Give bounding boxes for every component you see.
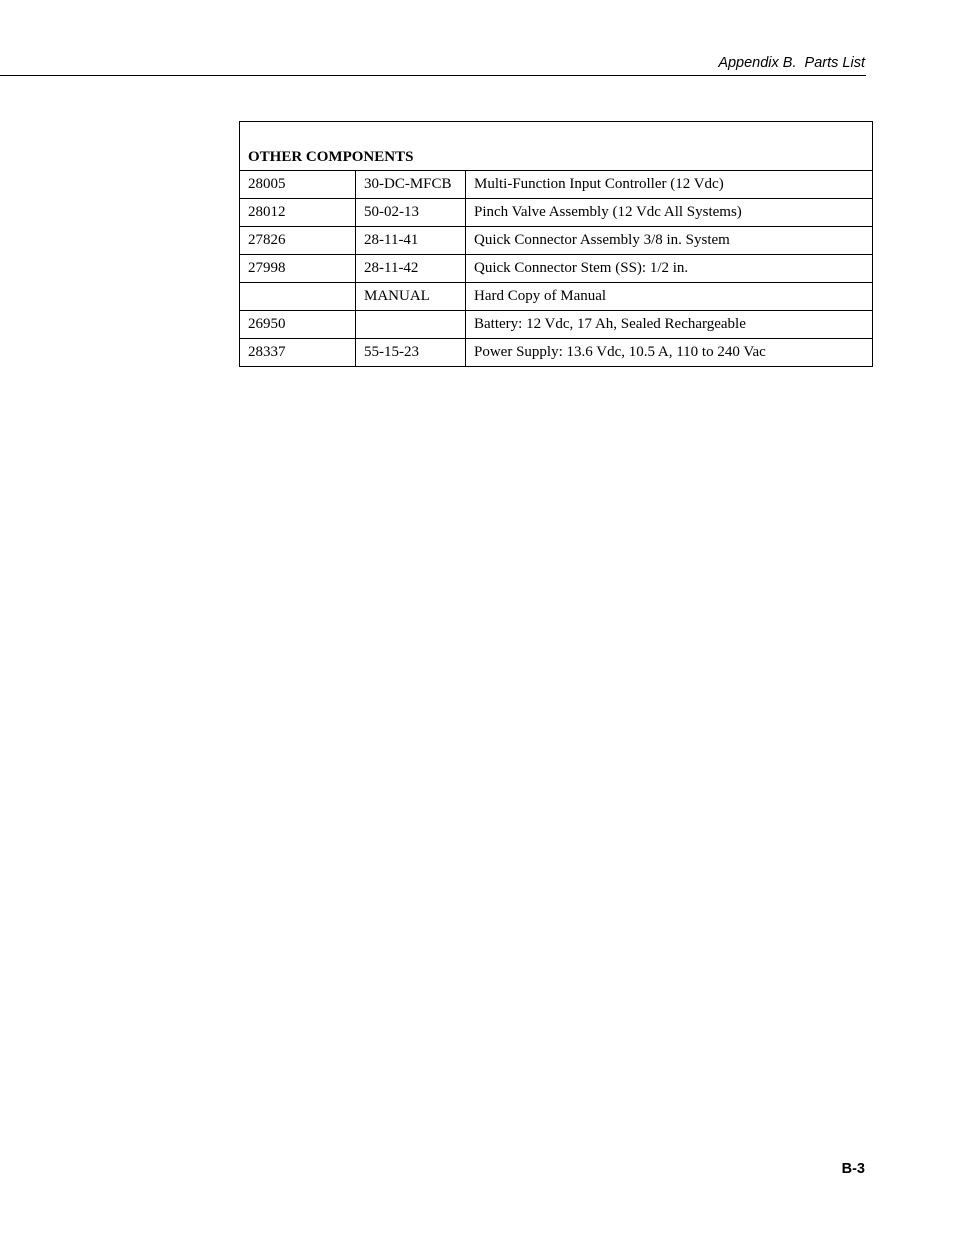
- description-cell: Quick Connector Assembly 3/8 in. System: [466, 227, 873, 255]
- table-row: [240, 311, 873, 339]
- model-cell: 50-02-13: [356, 199, 466, 227]
- part-number-cell: 27998: [240, 255, 356, 283]
- part-number-cell: [240, 283, 356, 311]
- table-row: [240, 283, 873, 311]
- description-cell: Multi-Function Input Controller (12 Vdc): [466, 171, 873, 199]
- model-cell: 28-11-41: [356, 227, 466, 255]
- page-number: B-3: [841, 1161, 865, 1177]
- part-number-cell: 28337: [240, 339, 356, 367]
- model-cell: 30-DC-MFCB: [356, 171, 466, 199]
- table-row: [240, 255, 873, 283]
- description-cell: Pinch Valve Assembly (12 Vdc All Systems): [466, 199, 873, 227]
- description-cell: Power Supply: 13.6 Vdc, 10.5 A, 110 to 240 Vac: [466, 339, 873, 367]
- model-cell: 28-11-42: [356, 255, 466, 283]
- description-cell: Hard Copy of Manual: [466, 283, 873, 311]
- table-row: [240, 227, 873, 255]
- header-rule: [0, 75, 866, 76]
- table-row: [240, 171, 873, 199]
- running-header: Appendix B. Parts List: [718, 55, 865, 71]
- model-cell: MANUAL: [356, 283, 466, 311]
- model-cell: 55-15-23: [356, 339, 466, 367]
- model-cell: [356, 311, 466, 339]
- description-cell: Quick Connector Stem (SS): 1/2 in.: [466, 255, 873, 283]
- table-row: [240, 339, 873, 367]
- section-title: OTHER COMPONENTS: [240, 122, 873, 171]
- part-number-cell: 28012: [240, 199, 356, 227]
- part-number-cell: 26950: [240, 311, 356, 339]
- parts-table: [239, 121, 873, 367]
- description-cell: Battery: 12 Vdc, 17 Ah, Sealed Rechargeable: [466, 311, 873, 339]
- section-row: [240, 122, 873, 171]
- part-number-cell: 27826: [240, 227, 356, 255]
- part-number-cell: 28005: [240, 171, 356, 199]
- table-row: [240, 199, 873, 227]
